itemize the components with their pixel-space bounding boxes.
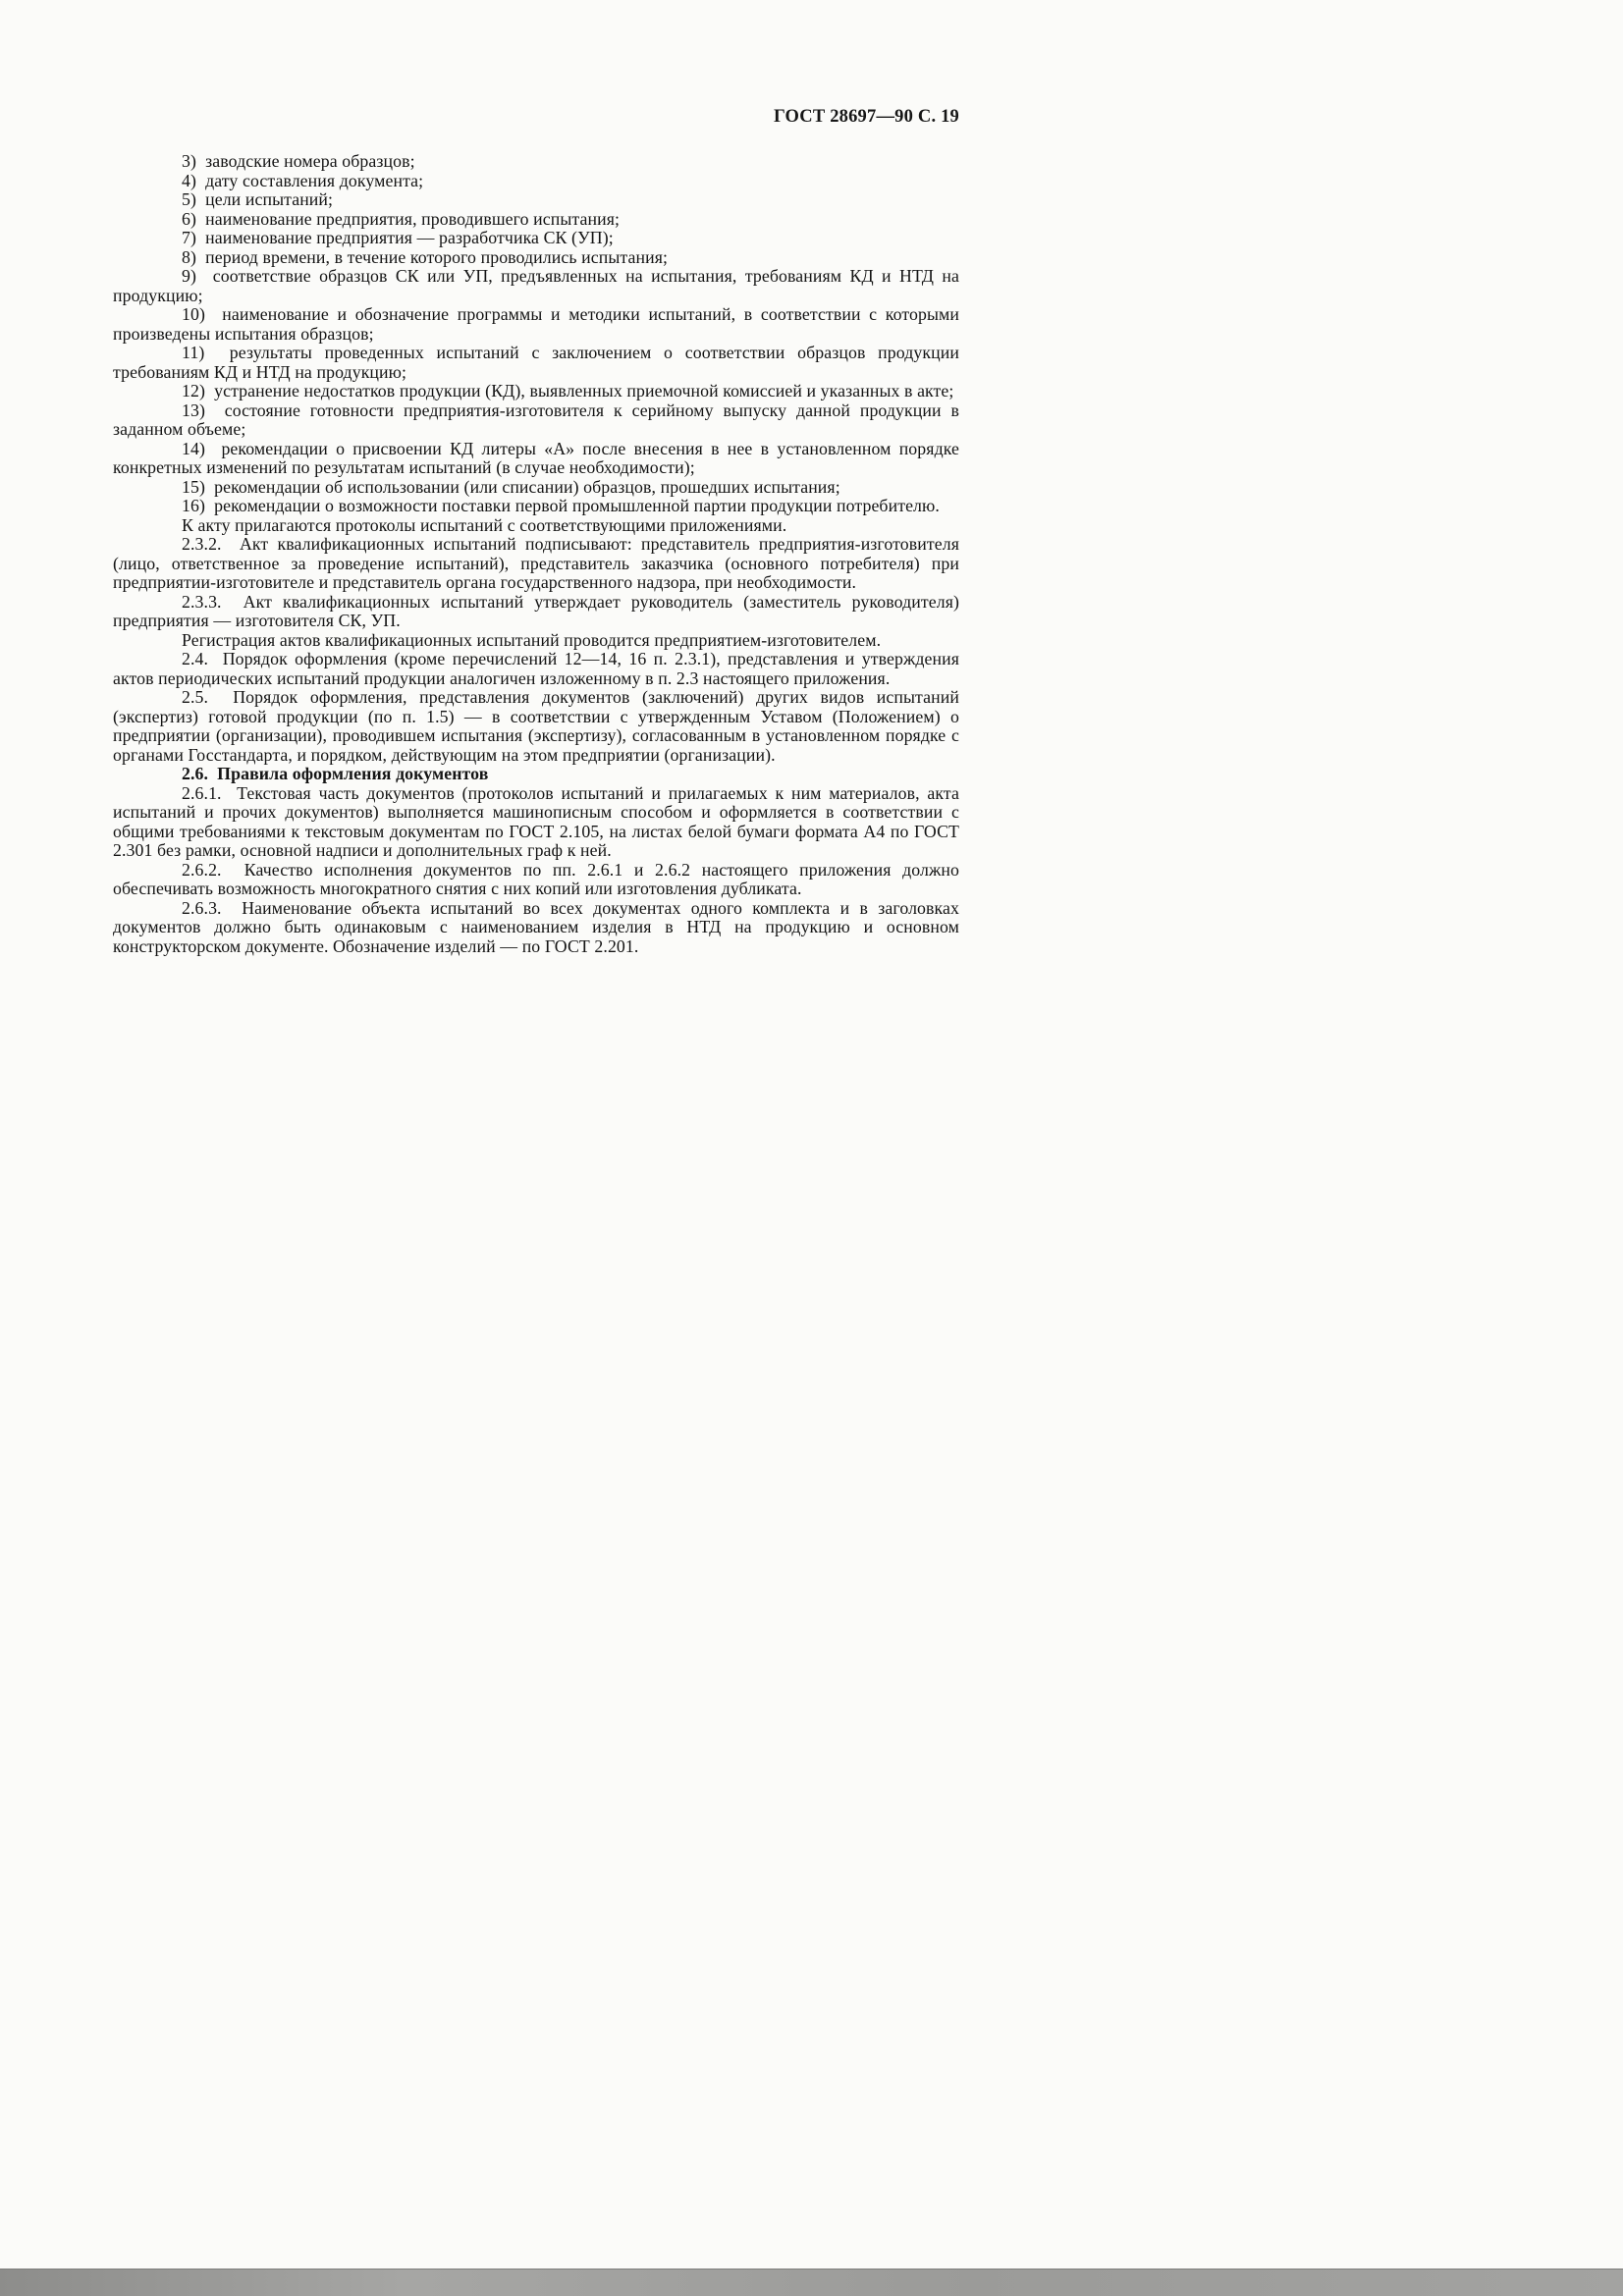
- paragraph: 2.6.2. Качество исполнения документов по пп. 2.6.1 и 2.6.2 настоящего приложения должно обеспечивать возможность многократного снятия с них копий или изготовления дубликата.: [113, 859, 959, 898]
- paragraph: 16) рекомендации о возможности поставки первой промышленной партии продукции потребителю.: [182, 496, 940, 515]
- paragraph: 6) наименование предприятия, проводившего испытания;: [182, 208, 621, 229]
- paragraph: К акту прилагаются протоколы испытаний с соответствующими приложениями.: [182, 514, 787, 535]
- paragraph: 10) наименование и обозначение программы и методики испытаний, в соответствии с которыми произведены испытания образцов;: [113, 304, 959, 344]
- paragraph: 14) рекомендации о присвоении КД литеры «А» после внесения в нее в установленном порядке конкретных изменений по результатам испытаний (в случае необходимости);: [113, 438, 959, 477]
- paragraph: 9) соответствие образцов СК или УП, предъявленных на испытания, требованиям КД и НТД на продукцию;: [113, 266, 959, 305]
- paragraph: 12) устранение недостатков продукции (КД), выявленных приемочной комиссией и указанных в акте;: [182, 381, 954, 400]
- paragraph: 2.4. Порядок оформления (кроме перечислений 12—14, 16 п. 2.3.1), представления и утверждения актов периодических испытаний продукции аналогичен изложенному в п. 2.3 настоящего приложения.: [113, 649, 959, 688]
- page-header: [113, 106, 959, 128]
- paragraph: 2.6.1. Текстовая часть документов (протоколов испытаний и прилагаемых к ним материалов, акта испытаний и прочих документов) выполняется машинописным способом и оформляется в соответствии с общими требованиями к текстовым документам по ГОСТ 2.105, на листах белой бумаги формата А4 по ГОСТ 2.301 без рамки, основной надписи и дополнительных граф к ней.: [113, 782, 959, 860]
- paragraph: 2.3.2. Акт квалификационных испытаний подписывают: представитель предприятия-изготовителя (лицо, ответственное за проведение испытаний), представитель заказчика (основного потребителя) при предприятии-изготовителе и представитель органа государственного надзора, при необходимости.: [113, 534, 959, 592]
- paragraph: 3) заводские номера образцов;: [182, 151, 415, 171]
- paragraph: 11) результаты проведенных испытаний с заключением о соответствии образцов продукции требованиям КД и НТД на продукцию;: [113, 343, 959, 382]
- paragraph: 13) состояние готовности предприятия-изготовителя к серийному выпуску данной продукции в заданном объеме;: [113, 400, 959, 439]
- document-body: [113, 152, 959, 956]
- paragraph: 8) период времени, в течение которого проводились испытания;: [182, 246, 669, 267]
- paragraph: 15) рекомендации об использовании (или списании) образцов, прошедших испытания;: [182, 476, 840, 497]
- section-heading: 2.6. Правила оформления документов: [182, 764, 489, 783]
- scan-edge-artifact: [0, 2269, 1623, 2296]
- paragraph: 2.5. Порядок оформления, представления документов (заключений) других видов испытаний (экспертиз) готовой продукции (по п. 1.5) — в соответствии с утвержденным Уставом (Положением) о предприятии (организации), проводившем испытания (экспертизу), согласованным в установленном порядке с органами Госстандарта, и порядком, действующим на этом предприятии (организации).: [113, 687, 959, 765]
- paragraph: 7) наименование предприятия — разработчика СК (УП);: [182, 228, 614, 247]
- paragraph: 5) цели испытаний;: [182, 189, 334, 209]
- paragraph: 2.3.3. Акт квалификационных испытаний утверждает руководитель (заместитель руководителя) предприятия — изготовителя СК, УП.: [113, 591, 959, 630]
- doc-number-page-label: ГОСТ 28697—90 С. 19: [773, 107, 959, 127]
- paragraph: 2.6.3. Наименование объекта испытаний во всех документах одного комплекта и в заголовках документов должно быть одинаковым с наименованием изделия в НТД на продукцию и основном конструкторском документе. Обозначение изделий — по ГОСТ 2.201.: [113, 897, 959, 956]
- paragraph: Регистрация актов квалификационных испытаний проводится предприятием-изготовителем.: [182, 629, 882, 650]
- paragraph: 4) дату составления документа;: [182, 170, 424, 190]
